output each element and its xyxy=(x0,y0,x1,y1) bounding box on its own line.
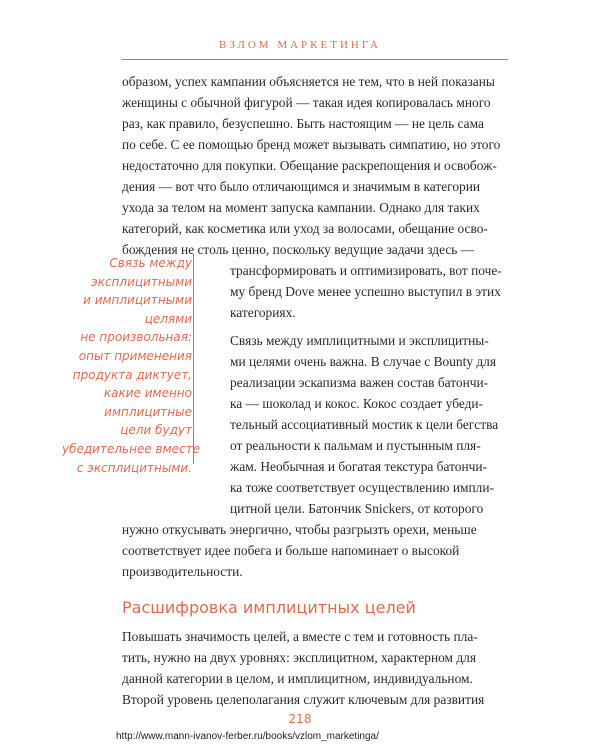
pull-quote-line: опыт применения xyxy=(78,348,192,363)
text-line: недостаточно для покупки. Обещание раскрепощения и освобож- xyxy=(122,158,497,173)
source-url[interactable]: http://www.mann-ivanov-ferber.ru/books/vzlom_marketinga/ xyxy=(116,731,379,742)
text-line: раз, как правило, безуспешно. Быть настоящим — не цель сама xyxy=(122,116,484,131)
book-title-header: ВЗЛОМ МАРКЕТИНГА xyxy=(219,39,381,51)
text-line: ухода за телом на момент запуска кампании. Однако для таких xyxy=(122,200,480,215)
pull-quote-line: целями xyxy=(144,311,192,326)
text-line: по себе. С ее помощью бренд может вызывать симпатию, но этого xyxy=(122,137,501,152)
pull-quote-line: имплицитные xyxy=(104,404,192,419)
text-line: Связь между имплицитными и эксплицитны- xyxy=(230,333,489,348)
text-line: тить, нужно на двух уровнях: эксплицитном, характерном для xyxy=(122,650,477,665)
pull-quote-line: эксплицитными xyxy=(91,274,192,289)
pull-quote-line: не произвольная: xyxy=(80,330,192,345)
pull-quote-line: продукта диктует, xyxy=(72,367,192,382)
text-line: категориях. xyxy=(230,305,296,320)
text-line: ка — шоколад и кокос. Кокос создает убеди- xyxy=(230,396,484,411)
section-heading: Расшифровка имплицитных целей xyxy=(122,598,416,617)
text-line: ка тоже соответствует осуществлению импли- xyxy=(230,480,494,495)
pull-quote-line: цели будут xyxy=(120,423,192,438)
pull-quote-line: убедительнее вместе xyxy=(62,441,200,456)
header-divider xyxy=(122,59,508,60)
text-line: Второй уровень целеполагания служит ключевым для развития xyxy=(122,692,485,707)
page-number: 218 xyxy=(288,712,312,726)
pull-quote-line: с эксплицитными. xyxy=(76,460,192,475)
text-line: цитной цели. Батончик Snickers, от которого xyxy=(230,501,484,516)
pull-quote-line: Связь между xyxy=(109,256,192,270)
pull-quote-line: и имплицитными xyxy=(83,293,192,308)
pull-quote-text xyxy=(62,254,200,477)
pull-quote-line: какие именно xyxy=(103,386,192,401)
text-line: от реальности к пальмам и пустынным пля- xyxy=(230,438,481,453)
pull-quote-divider xyxy=(193,254,194,464)
text-line: производительности. xyxy=(122,564,243,579)
text-line: трансформировать и оптимизировать, вот поче- xyxy=(230,263,502,278)
text-line: категорий, как косметика или уход за волосами, обещание осво- xyxy=(122,221,488,236)
text-line: тельный ассоциативный мостик к цели бегства xyxy=(230,417,499,432)
text-line: данной категории в целом, и имплицитном, индивидуальном. xyxy=(122,671,473,686)
text-line: Повышать значимость целей, а вместе с тем и готовность пла- xyxy=(122,629,478,644)
text-line: ми целями очень важна. В случае с Bounty для xyxy=(230,354,497,369)
text-line: образом, успех кампании объясняется не тем, что в ней показаны xyxy=(122,74,495,89)
text-line: дения — вот что было отличающимся и значимым в категории xyxy=(122,179,481,194)
text-line: жам. Необычная и богатая текстура батончи- xyxy=(230,459,487,474)
text-line: соответствует идее побега и больше напоминает о высокой xyxy=(122,543,460,558)
text-line: женщины с обычной фигурой — такая идея копировалась много xyxy=(122,95,491,110)
text-line: нужно откусывать энергично, чтобы разгрызть орехи, меньше xyxy=(122,522,477,537)
text-line: бождения не столь ценно, поскольку ведущие задачи здесь — xyxy=(122,242,475,257)
text-line: реализации эскапизма важен состав батончи- xyxy=(230,375,489,390)
text-line: му бренд Dove менее успешно выступил в этих xyxy=(230,284,501,299)
